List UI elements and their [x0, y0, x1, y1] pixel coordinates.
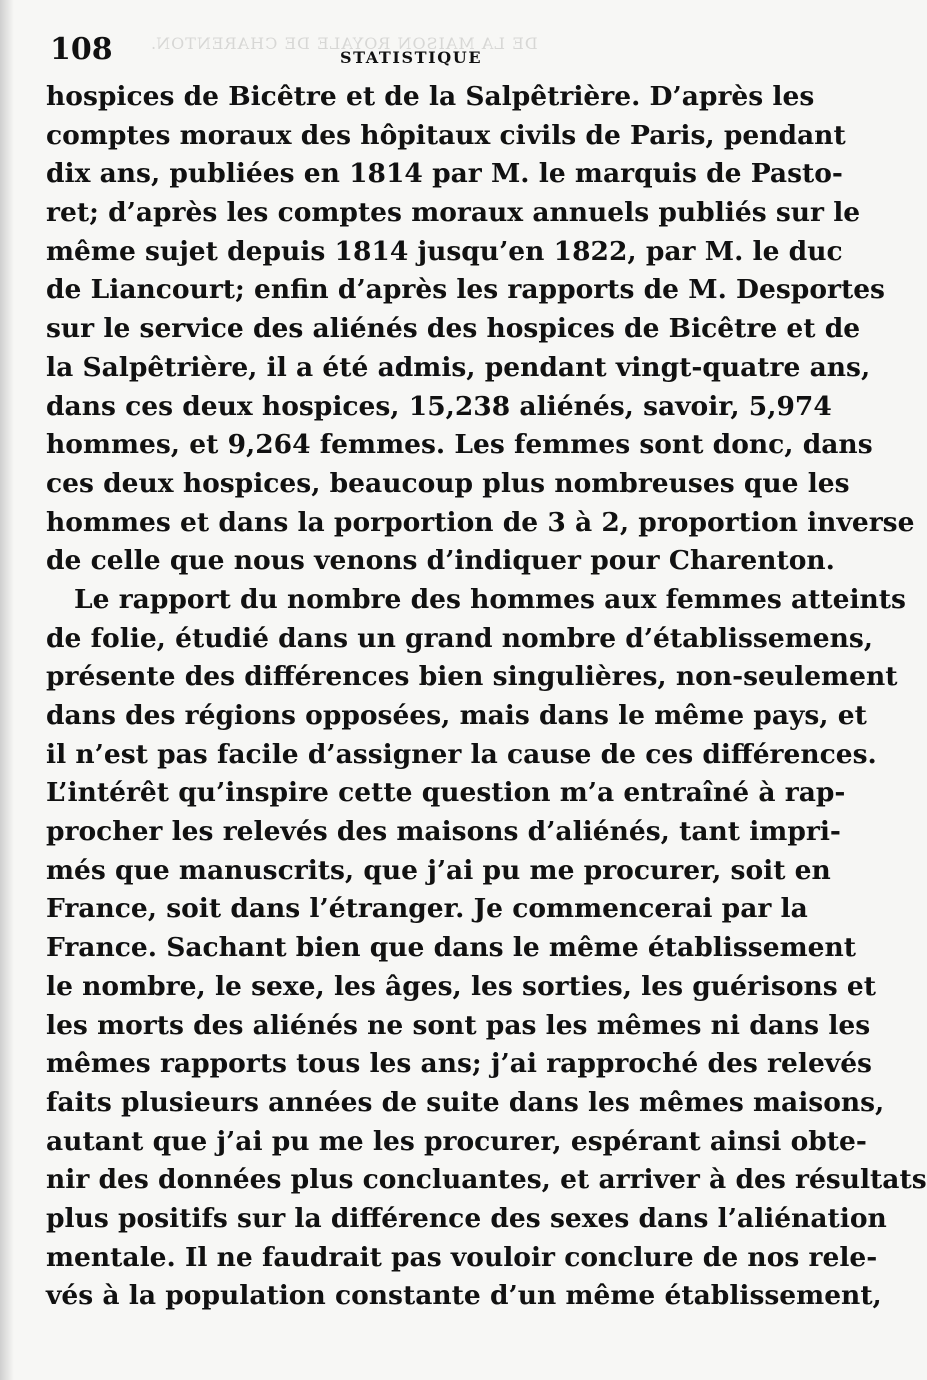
text-line: ces deux hospices, beaucoup plus nombreuses que les	[46, 467, 850, 499]
text-line: hommes et dans la porportion de 3 à 2, proportion inverse	[46, 506, 915, 538]
text-line: France. Sachant bien que dans le même établissement	[46, 932, 856, 964]
text-line: autant que j’ai pu me les procurer, espérant ainsi obte-	[46, 1125, 867, 1157]
bleed-through-text: DE LA MAISON ROYALE DE CHARENTON.	[150, 34, 538, 53]
text-line: présente des différences bien singulières, non-seulement	[46, 661, 898, 693]
text-line: comptes moraux des hôpitaux civils de Paris, pendant	[46, 119, 846, 151]
paragraph-first-line: Le rapport du nombre des hommes aux femmes atteints	[74, 583, 906, 615]
text-line: France, soit dans l’étranger. Je commencerai par la	[46, 893, 808, 925]
text-line: la Salpêtrière, il a été admis, pendant vingt-quatre ans,	[46, 351, 871, 383]
text-line: les morts des aliénés ne sont pas les mêmes ni dans les	[46, 1009, 871, 1041]
text-line: vés à la population constante d’un même établissement,	[46, 1280, 882, 1312]
text-line: dans ces deux hospices, 15,238 aliénés, savoir, 5,974	[46, 390, 832, 422]
text-line: plus positifs sur la différence des sexes dans l’aliénation	[46, 1202, 887, 1234]
page-header	[50, 30, 780, 70]
text-line: sur le service des aliénés des hospices de Bicêtre et de	[46, 313, 861, 345]
text-line: més que manuscrits, que j’ai pu me procurer, soit en	[46, 854, 831, 886]
text-line: hospices de Bicêtre et de la Salpêtrière. D’après les	[46, 81, 815, 112]
page-gutter-shadow	[0, 0, 14, 1380]
text-line: même sujet depuis 1814 jusqu’en 1822, par M. le duc	[46, 235, 843, 267]
text-line: de folie, étudié dans un grand nombre d’établissemens,	[46, 622, 873, 654]
text-line: mentale. Il ne faudrait pas vouloir conclure de nos rele-	[46, 1241, 878, 1273]
text-line: dans des régions opposées, mais dans le même pays, et	[46, 700, 867, 731]
text-line: nir des données plus concluantes, et arriver à des résultats	[46, 1164, 927, 1196]
text-line: hommes, et 9,264 femmes. Les femmes sont donc, dans	[46, 429, 873, 461]
text-line: ret; d’après les comptes moraux annuels publiés sur le	[46, 197, 861, 229]
text-line: procher les relevés des maisons d’aliénés, tant impri-	[46, 816, 841, 848]
page-number: 108	[50, 32, 113, 67]
text-line: faits plusieurs années de suite dans les mêmes maisons,	[46, 1086, 885, 1118]
running-head: STATISTIQUE	[340, 48, 483, 67]
text-line: il n’est pas facile d’assigner la cause de ces différences.	[46, 738, 877, 770]
text-line: dix ans, publiées en 1814 par M. le marquis de Pasto-	[46, 158, 843, 190]
text-line: le nombre, le sexe, les âges, les sorties, les guérisons et	[46, 970, 877, 1002]
text-line: de Liancourt; enfin d’après les rapports de M. Desportes	[46, 274, 885, 306]
text-line: de celle que nous venons d’indiquer pour Charenton.	[46, 545, 835, 577]
body-text	[46, 78, 927, 1316]
text-line: mêmes rapports tous les ans; j’ai rapproché des relevés	[46, 1048, 872, 1080]
text-line: L’intérêt qu’inspire cette question m’a entraîné à rap-	[46, 777, 846, 809]
